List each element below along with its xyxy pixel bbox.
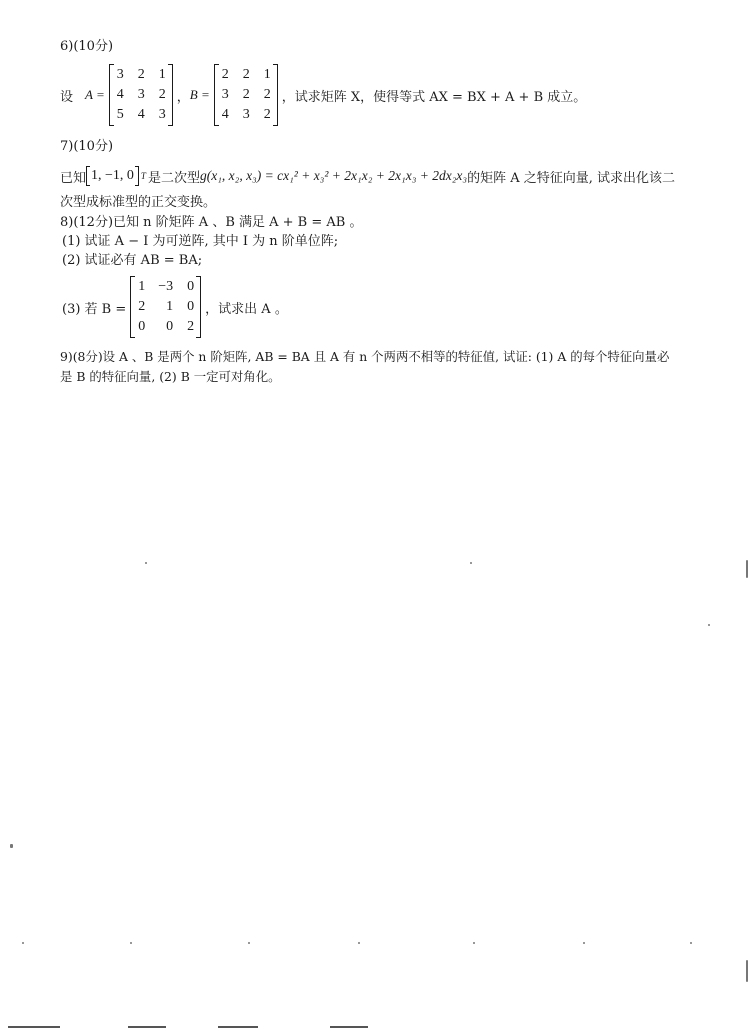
- matrix-B-q8-cell: 2: [138, 299, 146, 314]
- scan-speck: [470, 562, 472, 564]
- scan-speck: [10, 844, 13, 848]
- matrix-B: [214, 64, 278, 126]
- matrix-B-q8-cell: 1: [166, 299, 174, 314]
- matrix-A-cell: 5: [116, 107, 124, 122]
- matrix-B-cell: 2: [242, 67, 250, 82]
- matrix-B-q8-cell: 0: [138, 319, 146, 334]
- matrix-B-cell: 4: [221, 107, 229, 122]
- q6-header: 6)(10分): [60, 39, 114, 54]
- scan-speck: [583, 942, 585, 944]
- q7-formula: g(x₁, x₂, x₃) = cx₁² + x₃² + 2x₁x₂ + 2x₁x₃ + 2dx₂x₃: [199, 168, 468, 183]
- matrix-B-cell: 1: [263, 67, 271, 82]
- scan-speck: [473, 942, 475, 944]
- matrix-B-cell: 2: [242, 87, 250, 102]
- matrix-B-q8-cell: 0: [187, 299, 195, 314]
- scan-bottom-line: [8, 1026, 60, 1028]
- q8-part3-lead: (3) 若 B =: [62, 301, 127, 317]
- matrix-B-cell: 2: [263, 107, 271, 122]
- matrix-A-cell: 4: [137, 107, 145, 122]
- scan-bottom-line: [218, 1026, 258, 1028]
- q8-part1: (1) 试证 A − I 为可逆阵, 其中 I 为 n 阶单位阵;: [62, 234, 339, 249]
- scan-speck: [690, 942, 692, 944]
- q9-line1: 9)(8分)设 A 、B 是两个 n 阶矩阵, AB = BA 且 A 有 n 个两两不相等的特征值, 试证: (1) A 的每个特征向量必: [60, 349, 670, 364]
- matrix-A-cell: 2: [158, 87, 166, 102]
- q7-line2: 次型成标准型的正交变换。: [60, 195, 217, 210]
- q8-part3: [62, 276, 288, 338]
- q6-statement: [60, 64, 586, 126]
- scan-bottom-line: [128, 1026, 166, 1028]
- matrix-A-cell: 3: [116, 67, 124, 82]
- scan-speck: [248, 942, 250, 944]
- q7-header: 7)(10分): [60, 139, 114, 154]
- scan-speck: [145, 562, 147, 564]
- scan-speck: [708, 624, 710, 626]
- q6-comma: ，: [176, 89, 190, 105]
- matrix-B-q8: [130, 276, 201, 338]
- scan-speck: [358, 942, 360, 944]
- scan-speck: [130, 942, 132, 944]
- q7-statement: 已知 1, −1, 0 T 是二次型 g(x₁, x₂, x₃) = cx₁² + x₃² + 2x₁x₂ + 2x₁x₃ + 2dx₂x₃ 的矩阵 A 之特征向量, 试求出化该二: [60, 168, 676, 186]
- matrix-A-cell: 4: [116, 87, 124, 102]
- matrix-B-cell: 2: [221, 67, 229, 82]
- q8-part3-tail: ，试求出 A 。: [205, 301, 288, 317]
- q7-vector: 1, −1, 0: [86, 168, 139, 184]
- matrix-B-cell: 2: [263, 87, 271, 102]
- scan-bottom-line: [330, 1026, 368, 1028]
- q7-lead: 已知: [60, 170, 87, 186]
- matrix-A-cell: 2: [137, 67, 145, 82]
- scan-speck: [22, 942, 24, 944]
- q6-lead: 设: [60, 89, 74, 105]
- matrix-A-cell: 3: [158, 107, 166, 122]
- matrix-B-cell: 3: [221, 87, 229, 102]
- matrix-B-q8-cell: −3: [158, 279, 174, 294]
- matrix-A-cell: 1: [158, 67, 166, 82]
- matrix-A-cell: 3: [137, 87, 145, 102]
- q6-B-label: B =: [189, 87, 210, 102]
- matrix-A: [109, 64, 173, 126]
- q8-header: 8)(12分)已知 n 阶矩阵 A 、B 满足 A + B = AB 。: [60, 215, 363, 230]
- matrix-B-q8-cell: 0: [187, 279, 195, 294]
- q7-mid: 是二次型: [147, 170, 200, 186]
- matrix-B-q8-cell: 0: [166, 319, 174, 334]
- scan-edge-mark: [746, 560, 748, 578]
- q9-line2: 是 B 的特征向量, (2) B 一定可对角化。: [60, 369, 281, 384]
- scan-edge-mark: [746, 960, 748, 982]
- q6-tail: ，试求矩阵 X，使得等式 AX = BX + A + B 成立。: [281, 89, 587, 105]
- q7-tail: 的矩阵 A 之特征向量, 试求出化该二: [467, 170, 676, 186]
- q8-part2: (2) 试证必有 AB = BA;: [62, 253, 203, 268]
- matrix-B-q8-cell: 2: [187, 319, 195, 334]
- matrix-B-q8-cell: 1: [138, 279, 146, 294]
- matrix-B-cell: 3: [242, 107, 250, 122]
- q6-A-label: A =: [85, 87, 105, 102]
